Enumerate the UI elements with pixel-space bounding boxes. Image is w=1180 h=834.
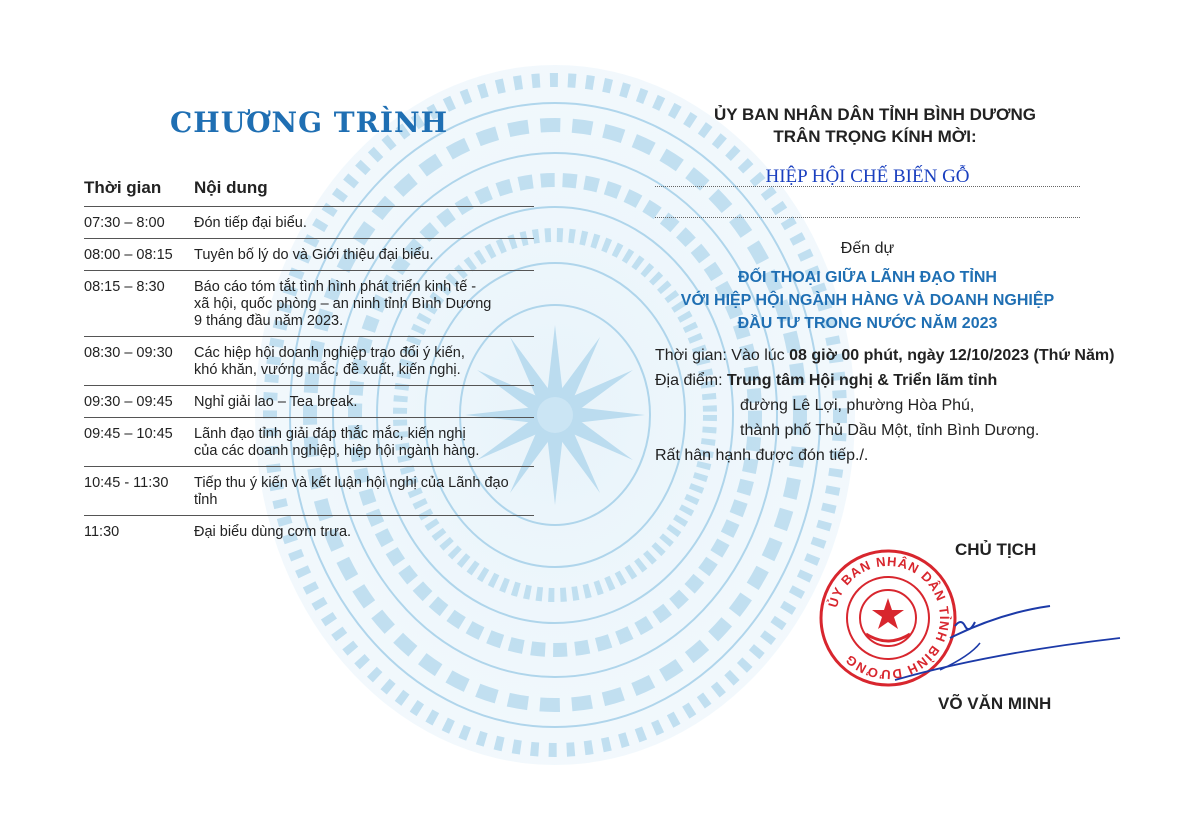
event-title-line: VỚI HIỆP HỘI NGÀNH HÀNG VÀ DOANH NGHIỆP (680, 292, 1055, 309)
schedule-row (84, 516, 534, 547)
place-label: Địa điểm: (655, 372, 723, 389)
row-content: Đón tiếp đại biểu. (194, 215, 307, 231)
event-details (655, 343, 1125, 468)
handwritten-signature (880, 598, 1130, 693)
time-label: Thời gian: Vào lúc (655, 347, 785, 364)
place-name: Trung tâm Hội nghị & Triển lãm tỉnh (727, 372, 998, 389)
row-time: 11:30 (84, 524, 120, 540)
issuer-name: ỦY BAN NHÂN DÂN TỈNH BÌNH DƯƠNG (713, 105, 1036, 124)
time-value: 08 giờ 00 phút, ngày 12/10/2023 (Thứ Năm) (789, 347, 1115, 364)
signer-name: VÕ VĂN MINH (938, 694, 1052, 713)
row-time: 08:15 – 8:30 (84, 279, 165, 295)
address-line: thành phố Thủ Dầu Một, tỉnh Bình Dương. (740, 422, 1040, 439)
schedule-row (84, 239, 534, 271)
closing-line: Rất hân hạnh được đón tiếp./. (655, 447, 869, 464)
invitee-name: HIỆP HỘI CHẾ BIẾN GỖ (765, 166, 970, 187)
invitee-line (655, 154, 1080, 187)
schedule-table (84, 170, 534, 547)
invitation-block (655, 104, 1125, 468)
event-title (655, 266, 1080, 335)
column-header-time: Thời gian (84, 178, 162, 197)
place-line (655, 368, 1125, 393)
signer-title: CHỦ TỊCH (955, 540, 1037, 559)
row-time: 09:45 – 10:45 (84, 426, 173, 442)
row-content: Tuyên bố lý do và Giới thiệu đại biểu. (194, 247, 434, 263)
row-content: Lãnh đạo tỉnh giải đáp thắc mắc, kiến nghị của các doanh nghiệp, hiệp hội ngành hàng. (194, 426, 480, 459)
row-time: 10:45 - 11:30 (84, 475, 169, 491)
schedule-row (84, 386, 534, 418)
invite-phrase: TRÂN TRỌNG KÍNH MỜI: (773, 127, 977, 146)
event-title-line: ĐẦU TƯ TRONG NƯỚC NĂM 2023 (737, 315, 998, 332)
schedule-row (84, 271, 534, 337)
seal-text: ỦY BAN NHÂN DÂN TỈNH BÌNH DƯƠNG (825, 553, 953, 683)
row-time: 08:00 – 08:15 (84, 247, 173, 263)
schedule-row (84, 467, 534, 516)
row-content: Nghỉ giải lao – Tea break. (194, 394, 358, 410)
row-content: Báo cáo tóm tắt tình hình phát triển kinh tế - xã hội, quốc phòng – an ninh tỉnh Bình Dương 9 tháng đầu năm 2023. (194, 279, 492, 329)
blank-dotted-line (655, 187, 1080, 218)
event-title-line: ĐỐI THOẠI GIỮA LÃNH ĐẠO TỈNH (738, 269, 997, 286)
row-time: 07:30 – 8:00 (84, 215, 165, 231)
schedule-row (84, 337, 534, 386)
row-content: Các hiệp hội doanh nghiệp trao đổi ý kiến, khó khăn, vướng mắc, đề xuất, kiến nghị. (194, 345, 465, 378)
schedule-header (84, 170, 534, 207)
time-line (655, 343, 1125, 368)
attend-label: Đến dự (840, 240, 895, 257)
row-content: Đại biểu dùng cơm trưa. (194, 524, 352, 540)
schedule-row (84, 418, 534, 467)
row-time: 08:30 – 09:30 (84, 345, 173, 361)
programme-title: CHƯƠNG TRÌNH (170, 106, 449, 139)
row-time: 09:30 – 09:45 (84, 394, 173, 410)
row-content: Tiếp thu ý kiến và kết luận hội nghị của Lãnh đạo tỉnh (194, 475, 509, 508)
column-header-content: Nội dung (194, 178, 268, 197)
schedule-row (84, 207, 534, 239)
address-line: đường Lê Lợi, phường Hòa Phú, (740, 397, 975, 414)
